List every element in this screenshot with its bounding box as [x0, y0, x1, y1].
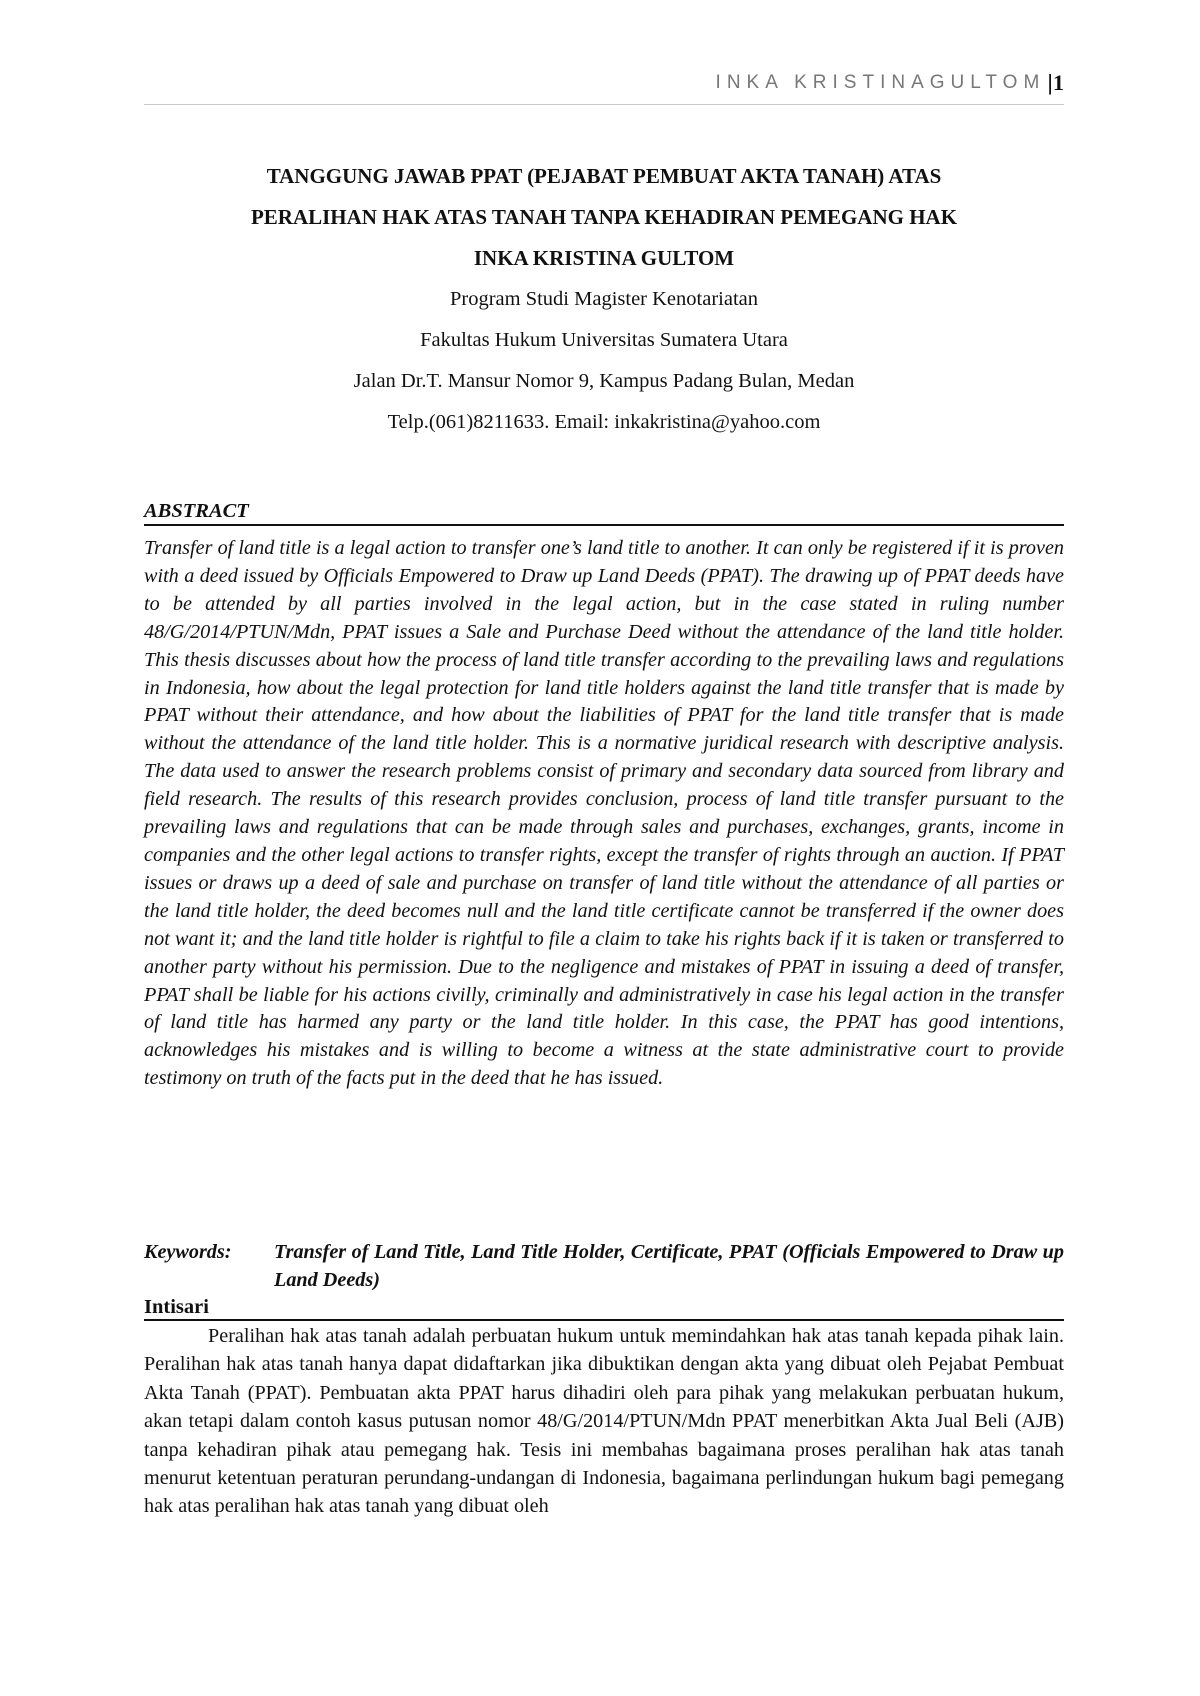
intisari-body: Peralihan hak atas tanah adalah perbuatan hukum untuk memindahkan hak atas tanah kepada pihak lain. Peralihan hak atas tanah hanya dapat didaftarkan jika dibuktikan dengan akta yang dibuat oleh Pejabat Pembuat Akta Tanah (PPAT). Pembuatan akta PPAT harus dihadiri oleh para pihak yang melakukan perbuatan hukum, akan tetapi dalam contoh kasus putusan nomor 48/G/2014/PTUN/Mdn PPAT menerbitkan Akta Jual Beli (AJB) tanpa kehadiran pihak atau pemegang hak. Tesis ini membahas bagaimana proses peralihan hak atas tanah menurut ketentuan peraturan perundang-undangan di Indonesia, bagaimana perlindungan hukum bagi pemegang hak atas peralihan hak atas tanah yang dibuat oleh: [144, 1325, 1064, 1518]
paper-title-line-1: TANGGUNG JAWAB PPAT (PEJABAT PEMBUAT AKTA TANAH) ATAS: [266, 164, 942, 188]
intisari-heading: Intisari: [144, 1296, 209, 1318]
affiliation-contact: Telp.(061)8211633. Email: inkakristina@yahoo.com: [387, 411, 821, 433]
author-name: INKA KRISTINA GULTOM: [473, 246, 735, 270]
abstract-rule: [144, 524, 1064, 526]
keywords-list: Transfer of Land Title, Land Title Holder, Certificate, PPAT (Officials Empowered to Draw up Land Deeds): [274, 1241, 1064, 1291]
paper-title-line-2: PERALIHAN HAK ATAS TANAH TANPA KEHADIRAN PEMEGANG HAK: [250, 205, 958, 229]
affiliation-faculty: Fakultas Hukum Universitas Sumatera Utara: [420, 329, 788, 351]
abstract-body: Transfer of land title is a legal action to transfer one’s land title to another. It can only be registered if it is proven with a deed issued by Officials Empowered to Draw up Land Deeds (PPAT). The drawing up of PPAT deeds have to be attended by all parties involved in the legal action, but in the case stated in ruling number 48/G/2014/PTUN/Mdn, PPAT issues a Sale and Purchase Deed without the attendance of the land title holder. This thesis discusses about how the process of land title transfer according to the prevailing laws and regulations in Indonesia, how about the legal protection for land title holders against the land title transfer that is made by PPAT without their attendance, and how about the liabilities of PPAT for the land title transfer that is made without the attendance of the land title holder. This is a normative juridical research with descriptive analysis. The data used to answer the research problems consist of primary and secondary data sourced from library and field research. The results of this research provides conclusion, process of land title transfer pursuant to the prevailing laws and regulations that can be made through sales and purchases, exchanges, grants, income in companies and the other legal actions to transfer rights, except the transfer of rights through an auction. If PPAT issues or draws up a deed of sale and purchase on transfer of land title without the attendance of all parties or the land title holder, the deed becomes null and the land title certificate cannot be transferred if the owner does not want it; and the land title holder is rightful to file a claim to take his rights back if it is taken or transferred to another party without his permission. Due to the negligence and mistakes of PPAT in issuing a deed of transfer, PPAT shall be liable for his actions civilly, criminally and administratively in case his legal action in the transfer of land title has harmed any party or the land title holder. In this case, the PPAT has good intentions, acknowledges his mistakes and is willing to become a witness at the state administrative court to provide testimony on truth of the facts put in the deed that he has issued.: [144, 537, 1064, 1090]
title-block: [144, 156, 1064, 443]
header-author-name: INKA KRISTINAGULTOM: [715, 72, 1046, 93]
keywords-block: [144, 1238, 1064, 1294]
affiliation-address: Jalan Dr.T. Mansur Nomor 9, Kampus Padang Bulan, Medan: [353, 370, 855, 392]
intisari-rule: [144, 1319, 1064, 1321]
affiliation-program: Program Studi Magister Kenotariatan: [449, 288, 758, 310]
abstract-heading: ABSTRACT: [144, 500, 249, 522]
keywords-label: Keywords:: [144, 1241, 232, 1263]
header-separator: |: [1047, 70, 1053, 95]
running-header: [144, 70, 1064, 105]
page-number: 1: [1053, 70, 1064, 95]
